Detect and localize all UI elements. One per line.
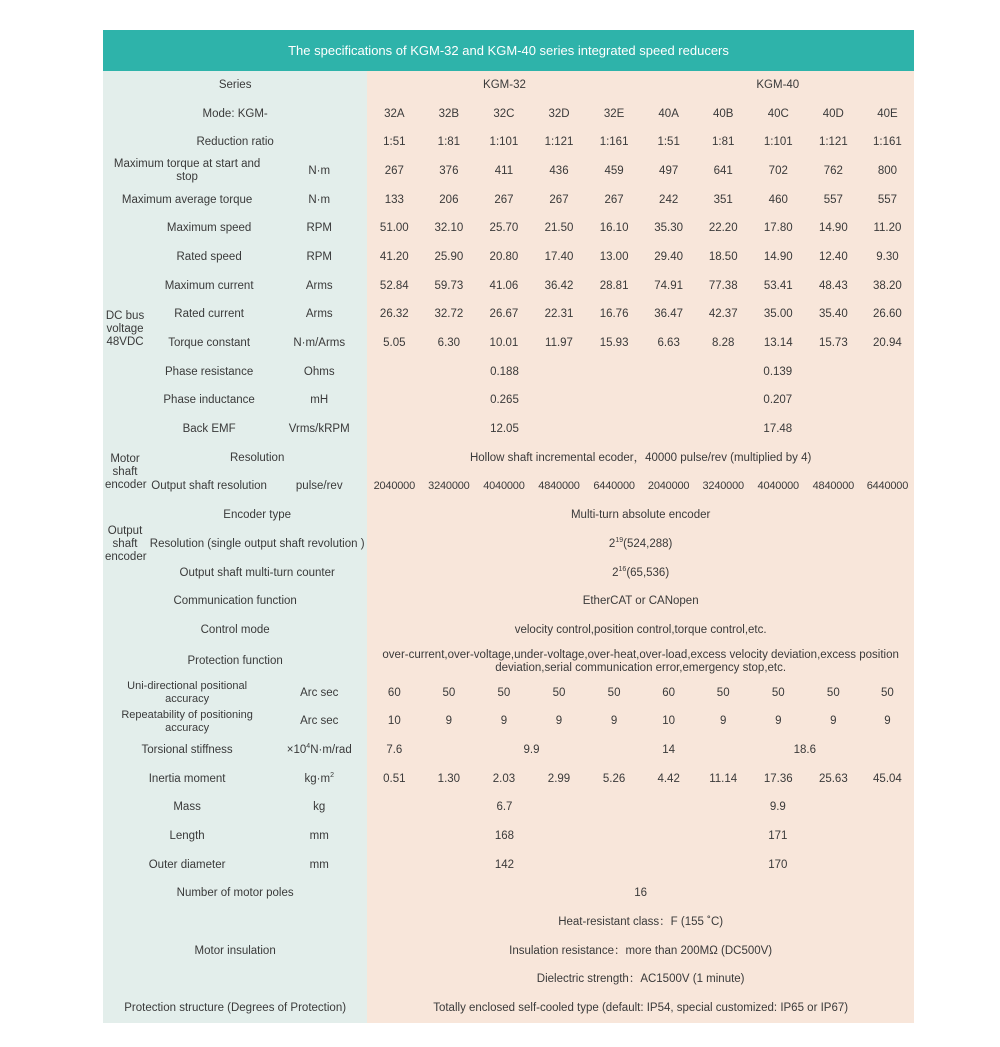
stiffness-value: 7.6	[367, 736, 421, 765]
value-suffix: (524,288)	[623, 537, 673, 550]
stiffness-value: 18.6	[696, 736, 914, 765]
model-name: 40C	[751, 100, 806, 129]
max-current-value: 77.38	[696, 272, 751, 301]
table-row	[103, 880, 914, 909]
table-row	[103, 387, 914, 416]
encoder-type-value: Multi-turn absolute encoder	[367, 501, 914, 530]
rated-speed-value: 25.90	[421, 243, 476, 272]
max-torque-value: 641	[696, 157, 751, 186]
inertia-value: 45.04	[861, 765, 914, 794]
repeatability-value: 9	[806, 707, 861, 736]
repeatability-value: 9	[421, 707, 476, 736]
outer-diameter-value: 170	[642, 851, 914, 880]
model-name: 40A	[642, 100, 696, 129]
unit-label: mm	[271, 822, 367, 851]
repeatability-value: 9	[531, 707, 586, 736]
spec-table	[103, 71, 914, 1023]
max-current-value: 38.20	[861, 272, 914, 301]
max-avg-torque-value: 242	[642, 186, 696, 215]
control-mode-label: Control mode	[103, 616, 367, 645]
table-row	[103, 559, 914, 588]
max-torque-value: 459	[587, 157, 642, 186]
motor-poles-label: Number of motor poles	[103, 880, 367, 909]
torque-constant-value: 15.93	[587, 329, 642, 358]
multi-turn-counter-value	[367, 559, 914, 588]
table-row	[103, 473, 914, 502]
uni-accuracy-label: Uni-directional positional accuracy	[103, 679, 271, 708]
rated-speed-value: 18.50	[696, 243, 751, 272]
model-name: 32A	[367, 100, 421, 129]
table-row	[103, 71, 914, 100]
dielectric-strength-value: Dielectric strength：AC1500V (1 minute)	[367, 966, 914, 995]
mode-label: Mode: KGM-	[103, 100, 367, 129]
unit-label: Vrms/kRPM	[271, 415, 367, 444]
communication-value: EtherCAT or CANopen	[367, 587, 914, 616]
protection-function-value: over-current,over-voltage,under-voltage,over-heat,over-load,excess velocity deviation,excess position deviation,serial communication error,emergency stop,etc.	[367, 645, 914, 679]
table-row	[103, 100, 914, 129]
table-row	[103, 214, 914, 243]
value-base: 2	[612, 566, 619, 579]
unit-label: N·m	[271, 157, 367, 186]
encoder-type-label: Encoder type	[147, 501, 367, 530]
max-speed-value: 32.10	[421, 214, 476, 243]
motor-encoder-group-label: Motor shaft encoder	[103, 444, 147, 501]
max-torque-label: Maximum torque at start and stop	[103, 157, 271, 186]
max-current-value: 53.41	[751, 272, 806, 301]
max-current-value: 41.06	[476, 272, 531, 301]
output-shaft-resolution-value: 3240000	[421, 473, 476, 502]
repeatability-value: 10	[367, 707, 421, 736]
table-row	[103, 736, 914, 765]
unit-label	[271, 765, 367, 794]
length-label: Length	[103, 822, 271, 851]
uni-accuracy-value: 50	[421, 679, 476, 708]
table-row	[103, 329, 914, 358]
output-shaft-resolution-value: 4840000	[806, 473, 861, 502]
model-name: 40E	[861, 100, 914, 129]
rated-speed-value: 14.90	[751, 243, 806, 272]
max-torque-value: 497	[642, 157, 696, 186]
max-avg-torque-value: 460	[751, 186, 806, 215]
max-avg-torque-value: 206	[421, 186, 476, 215]
uni-accuracy-value: 50	[531, 679, 586, 708]
length-value: 168	[367, 822, 641, 851]
model-name: 40D	[806, 100, 861, 129]
table-row	[103, 444, 914, 473]
uni-accuracy-value: 50	[751, 679, 806, 708]
uni-accuracy-value: 50	[476, 679, 531, 708]
reduction-ratio-value: 1:101	[476, 128, 531, 157]
reduction-ratio-label: Reduction ratio	[103, 128, 367, 157]
unit-label: Ohms	[271, 358, 367, 387]
phase-inductance-value: 0.265	[367, 387, 641, 416]
rated-speed-value: 12.40	[806, 243, 861, 272]
output-shaft-resolution-value: 3240000	[696, 473, 751, 502]
unit-label: mm	[271, 851, 367, 880]
table-row	[103, 794, 914, 823]
torque-constant-value: 5.05	[367, 329, 421, 358]
protection-structure-label: Protection structure (Degrees of Protection)	[103, 994, 367, 1023]
unit-label: Arms	[271, 272, 367, 301]
outer-diameter-value: 142	[367, 851, 641, 880]
heat-class-value: Heat-resistant class：F (155 ˚C)	[367, 908, 914, 937]
reduction-ratio-value: 1:101	[751, 128, 806, 157]
max-avg-torque-value: 267	[476, 186, 531, 215]
value-suffix: N·m/rad	[310, 743, 352, 756]
motor-insulation-label: Motor insulation	[103, 908, 367, 994]
spec-sheet	[103, 30, 914, 1023]
output-shaft-resolution-value: 4040000	[751, 473, 806, 502]
resolution-label: Resolution	[147, 444, 367, 473]
max-torque-value: 411	[476, 157, 531, 186]
reduction-ratio-value: 1:121	[806, 128, 861, 157]
length-value: 171	[642, 822, 914, 851]
unit-label: kg	[271, 794, 367, 823]
output-shaft-resolution-value: 2040000	[367, 473, 421, 502]
uni-accuracy-value: 50	[861, 679, 914, 708]
multi-turn-counter-label: Output shaft multi-turn counter	[147, 559, 367, 588]
repeatability-value: 9	[751, 707, 806, 736]
mass-value: 6.7	[367, 794, 641, 823]
unit-label: pulse/rev	[271, 473, 367, 502]
unit-label: N·m	[271, 186, 367, 215]
max-avg-torque-value: 351	[696, 186, 751, 215]
control-mode-value: velocity control,position control,torque control,etc.	[367, 616, 914, 645]
inertia-label: Inertia moment	[103, 765, 271, 794]
unit-label: RPM	[271, 214, 367, 243]
motor-poles-value: 16	[367, 880, 914, 909]
max-current-value: 59.73	[421, 272, 476, 301]
max-torque-value: 800	[861, 157, 914, 186]
table-row	[103, 679, 914, 708]
value-base: 2	[608, 537, 616, 550]
series-kgm40: KGM-40	[642, 71, 914, 100]
table-row	[103, 707, 914, 736]
stiffness-value: 9.9	[421, 736, 641, 765]
max-torque-value: 376	[421, 157, 476, 186]
rated-current-value: 36.47	[642, 301, 696, 330]
table-row	[103, 530, 914, 559]
rated-speed-value: 29.40	[642, 243, 696, 272]
inertia-value: 4.42	[642, 765, 696, 794]
max-torque-value: 702	[751, 157, 806, 186]
unit-label: N·m/Arms	[271, 329, 367, 358]
rated-speed-value: 17.40	[531, 243, 586, 272]
table-row	[103, 645, 914, 679]
rated-current-value: 26.32	[367, 301, 421, 330]
model-name: 32D	[531, 100, 586, 129]
rated-current-value: 16.76	[587, 301, 642, 330]
rated-current-value: 35.00	[751, 301, 806, 330]
max-speed-label: Maximum speed	[147, 214, 271, 243]
table-row	[103, 243, 914, 272]
value-exponent: 19	[615, 537, 624, 545]
unit-label: Arms	[271, 301, 367, 330]
table-row	[103, 765, 914, 794]
max-avg-torque-label: Maximum average torque	[103, 186, 271, 215]
table-row	[103, 272, 914, 301]
reduction-ratio-value: 1:161	[587, 128, 642, 157]
table-row	[103, 301, 914, 330]
back-emf-value: 12.05	[367, 415, 641, 444]
torque-constant-value: 6.30	[421, 329, 476, 358]
inertia-value: 25.63	[806, 765, 861, 794]
inertia-value: 2.03	[476, 765, 531, 794]
uni-accuracy-value: 60	[642, 679, 696, 708]
motor-resolution-value: Hollow shaft incremental ecoder，40000 pulse/rev (multiplied by 4)	[367, 444, 914, 473]
outer-diameter-label: Outer diameter	[103, 851, 271, 880]
value-exponent: 16	[618, 565, 627, 573]
table-row	[103, 994, 914, 1023]
max-speed-value: 35.30	[642, 214, 696, 243]
single-rev-resolution-value	[367, 530, 914, 559]
reduction-ratio-value: 1:51	[642, 128, 696, 157]
max-current-value: 74.91	[642, 272, 696, 301]
model-name: 40B	[696, 100, 751, 129]
unit-label: mH	[271, 387, 367, 416]
torque-constant-value: 10.01	[476, 329, 531, 358]
table-row	[103, 501, 914, 530]
table-row	[103, 616, 914, 645]
torque-constant-value: 8.28	[696, 329, 751, 358]
output-shaft-resolution-value: 4040000	[476, 473, 531, 502]
phase-inductance-label: Phase inductance	[147, 387, 271, 416]
torque-constant-value: 11.97	[531, 329, 586, 358]
table-row	[103, 358, 914, 387]
unit-label	[271, 736, 367, 765]
value-base: ×10	[286, 743, 307, 756]
table-row	[103, 186, 914, 215]
series-kgm32: KGM-32	[367, 71, 641, 100]
repeatability-value: 9	[861, 707, 914, 736]
unit-label: Arc sec	[271, 679, 367, 708]
rated-current-value: 42.37	[696, 301, 751, 330]
inertia-value: 1.30	[421, 765, 476, 794]
value-exponent: 2	[330, 771, 334, 779]
output-shaft-resolution-value: 6440000	[587, 473, 642, 502]
rated-current-value: 26.67	[476, 301, 531, 330]
output-shaft-resolution-value: 6440000	[861, 473, 914, 502]
rated-speed-value: 20.80	[476, 243, 531, 272]
repeatability-label: Repeatability of positioning accuracy	[103, 707, 271, 736]
max-speed-value: 14.90	[806, 214, 861, 243]
max-avg-torque-value: 557	[861, 186, 914, 215]
torque-constant-value: 15.73	[806, 329, 861, 358]
rated-speed-value: 13.00	[587, 243, 642, 272]
phase-resistance-value: 0.188	[367, 358, 641, 387]
max-speed-value: 11.20	[861, 214, 914, 243]
rated-current-value: 32.72	[421, 301, 476, 330]
rated-current-value: 35.40	[806, 301, 861, 330]
unit-label: Arc sec	[271, 707, 367, 736]
output-encoder-group-label: Output shaft encoder	[103, 501, 147, 587]
max-speed-value: 25.70	[476, 214, 531, 243]
output-shaft-resolution-value: 2040000	[642, 473, 696, 502]
max-avg-torque-value: 133	[367, 186, 421, 215]
uni-accuracy-value: 50	[587, 679, 642, 708]
reduction-ratio-value: 1:81	[421, 128, 476, 157]
inertia-value: 17.36	[751, 765, 806, 794]
table-row	[103, 587, 914, 616]
reduction-ratio-value: 1:81	[696, 128, 751, 157]
single-rev-resolution-label: Resolution (single output shaft revolution )	[147, 530, 367, 559]
model-name: 32B	[421, 100, 476, 129]
mass-label: Mass	[103, 794, 271, 823]
dc-bus-group-label: DC bus voltage 48VDC	[103, 214, 147, 444]
series-label: Series	[103, 71, 367, 100]
table-row	[103, 851, 914, 880]
protection-function-label: Protection function	[103, 645, 367, 679]
max-avg-torque-value: 267	[587, 186, 642, 215]
max-speed-value: 51.00	[367, 214, 421, 243]
max-torque-value: 762	[806, 157, 861, 186]
table-row	[103, 157, 914, 186]
rated-speed-value: 41.20	[367, 243, 421, 272]
inertia-value: 11.14	[696, 765, 751, 794]
max-avg-torque-value: 267	[531, 186, 586, 215]
rated-current-value: 26.60	[861, 301, 914, 330]
phase-resistance-value: 0.139	[642, 358, 914, 387]
communication-label: Communication function	[103, 587, 367, 616]
torque-constant-value: 6.63	[642, 329, 696, 358]
max-current-value: 36.42	[531, 272, 586, 301]
phase-inductance-value: 0.207	[642, 387, 914, 416]
torsional-stiffness-label: Torsional stiffness	[103, 736, 271, 765]
torque-constant-value: 20.94	[861, 329, 914, 358]
max-current-label: Maximum current	[147, 272, 271, 301]
back-emf-label: Back EMF	[147, 415, 271, 444]
max-current-value: 48.43	[806, 272, 861, 301]
unit-label: RPM	[271, 243, 367, 272]
table-row	[103, 822, 914, 851]
repeatability-value: 9	[696, 707, 751, 736]
table-row	[103, 128, 914, 157]
rated-speed-label: Rated speed	[147, 243, 271, 272]
torque-constant-label: Torque constant	[147, 329, 271, 358]
spec-title: The specifications of KGM-32 and KGM-40 series integrated speed reducers	[103, 30, 914, 71]
max-speed-value: 17.80	[751, 214, 806, 243]
model-name: 32E	[587, 100, 642, 129]
value-base: kg·m	[304, 772, 331, 785]
rated-current-value: 22.31	[531, 301, 586, 330]
inertia-value: 0.51	[367, 765, 421, 794]
max-speed-value: 21.50	[531, 214, 586, 243]
output-shaft-resolution-label: Output shaft resolution	[147, 473, 271, 502]
repeatability-value: 10	[642, 707, 696, 736]
value-suffix: (65,536)	[626, 566, 670, 579]
max-avg-torque-value: 557	[806, 186, 861, 215]
table-row	[103, 415, 914, 444]
max-speed-value: 16.10	[587, 214, 642, 243]
table-row	[103, 908, 914, 937]
max-torque-value: 436	[531, 157, 586, 186]
repeatability-value: 9	[476, 707, 531, 736]
mass-value: 9.9	[642, 794, 914, 823]
inertia-value: 5.26	[587, 765, 642, 794]
max-speed-value: 22.20	[696, 214, 751, 243]
max-current-value: 52.84	[367, 272, 421, 301]
rated-current-label: Rated current	[147, 301, 271, 330]
phase-resistance-label: Phase resistance	[147, 358, 271, 387]
uni-accuracy-value: 50	[806, 679, 861, 708]
inertia-value: 2.99	[531, 765, 586, 794]
value-exponent: 4	[306, 743, 311, 751]
protection-structure-value: Totally enclosed self-cooled type (default: IP54, special customized: IP65 or IP67)	[367, 994, 914, 1023]
insulation-resistance-value: Insulation resistance：more than 200MΩ (DC500V)	[367, 937, 914, 966]
back-emf-value: 17.48	[642, 415, 914, 444]
max-current-value: 28.81	[587, 272, 642, 301]
reduction-ratio-value: 1:121	[531, 128, 586, 157]
output-shaft-resolution-value: 4840000	[531, 473, 586, 502]
stiffness-value: 14	[642, 736, 696, 765]
rated-speed-value: 9.30	[861, 243, 914, 272]
reduction-ratio-value: 1:161	[861, 128, 914, 157]
model-name: 32C	[476, 100, 531, 129]
reduction-ratio-value: 1:51	[367, 128, 421, 157]
torque-constant-value: 13.14	[751, 329, 806, 358]
repeatability-value: 9	[587, 707, 642, 736]
max-torque-value: 267	[367, 157, 421, 186]
uni-accuracy-value: 50	[696, 679, 751, 708]
uni-accuracy-value: 60	[367, 679, 421, 708]
